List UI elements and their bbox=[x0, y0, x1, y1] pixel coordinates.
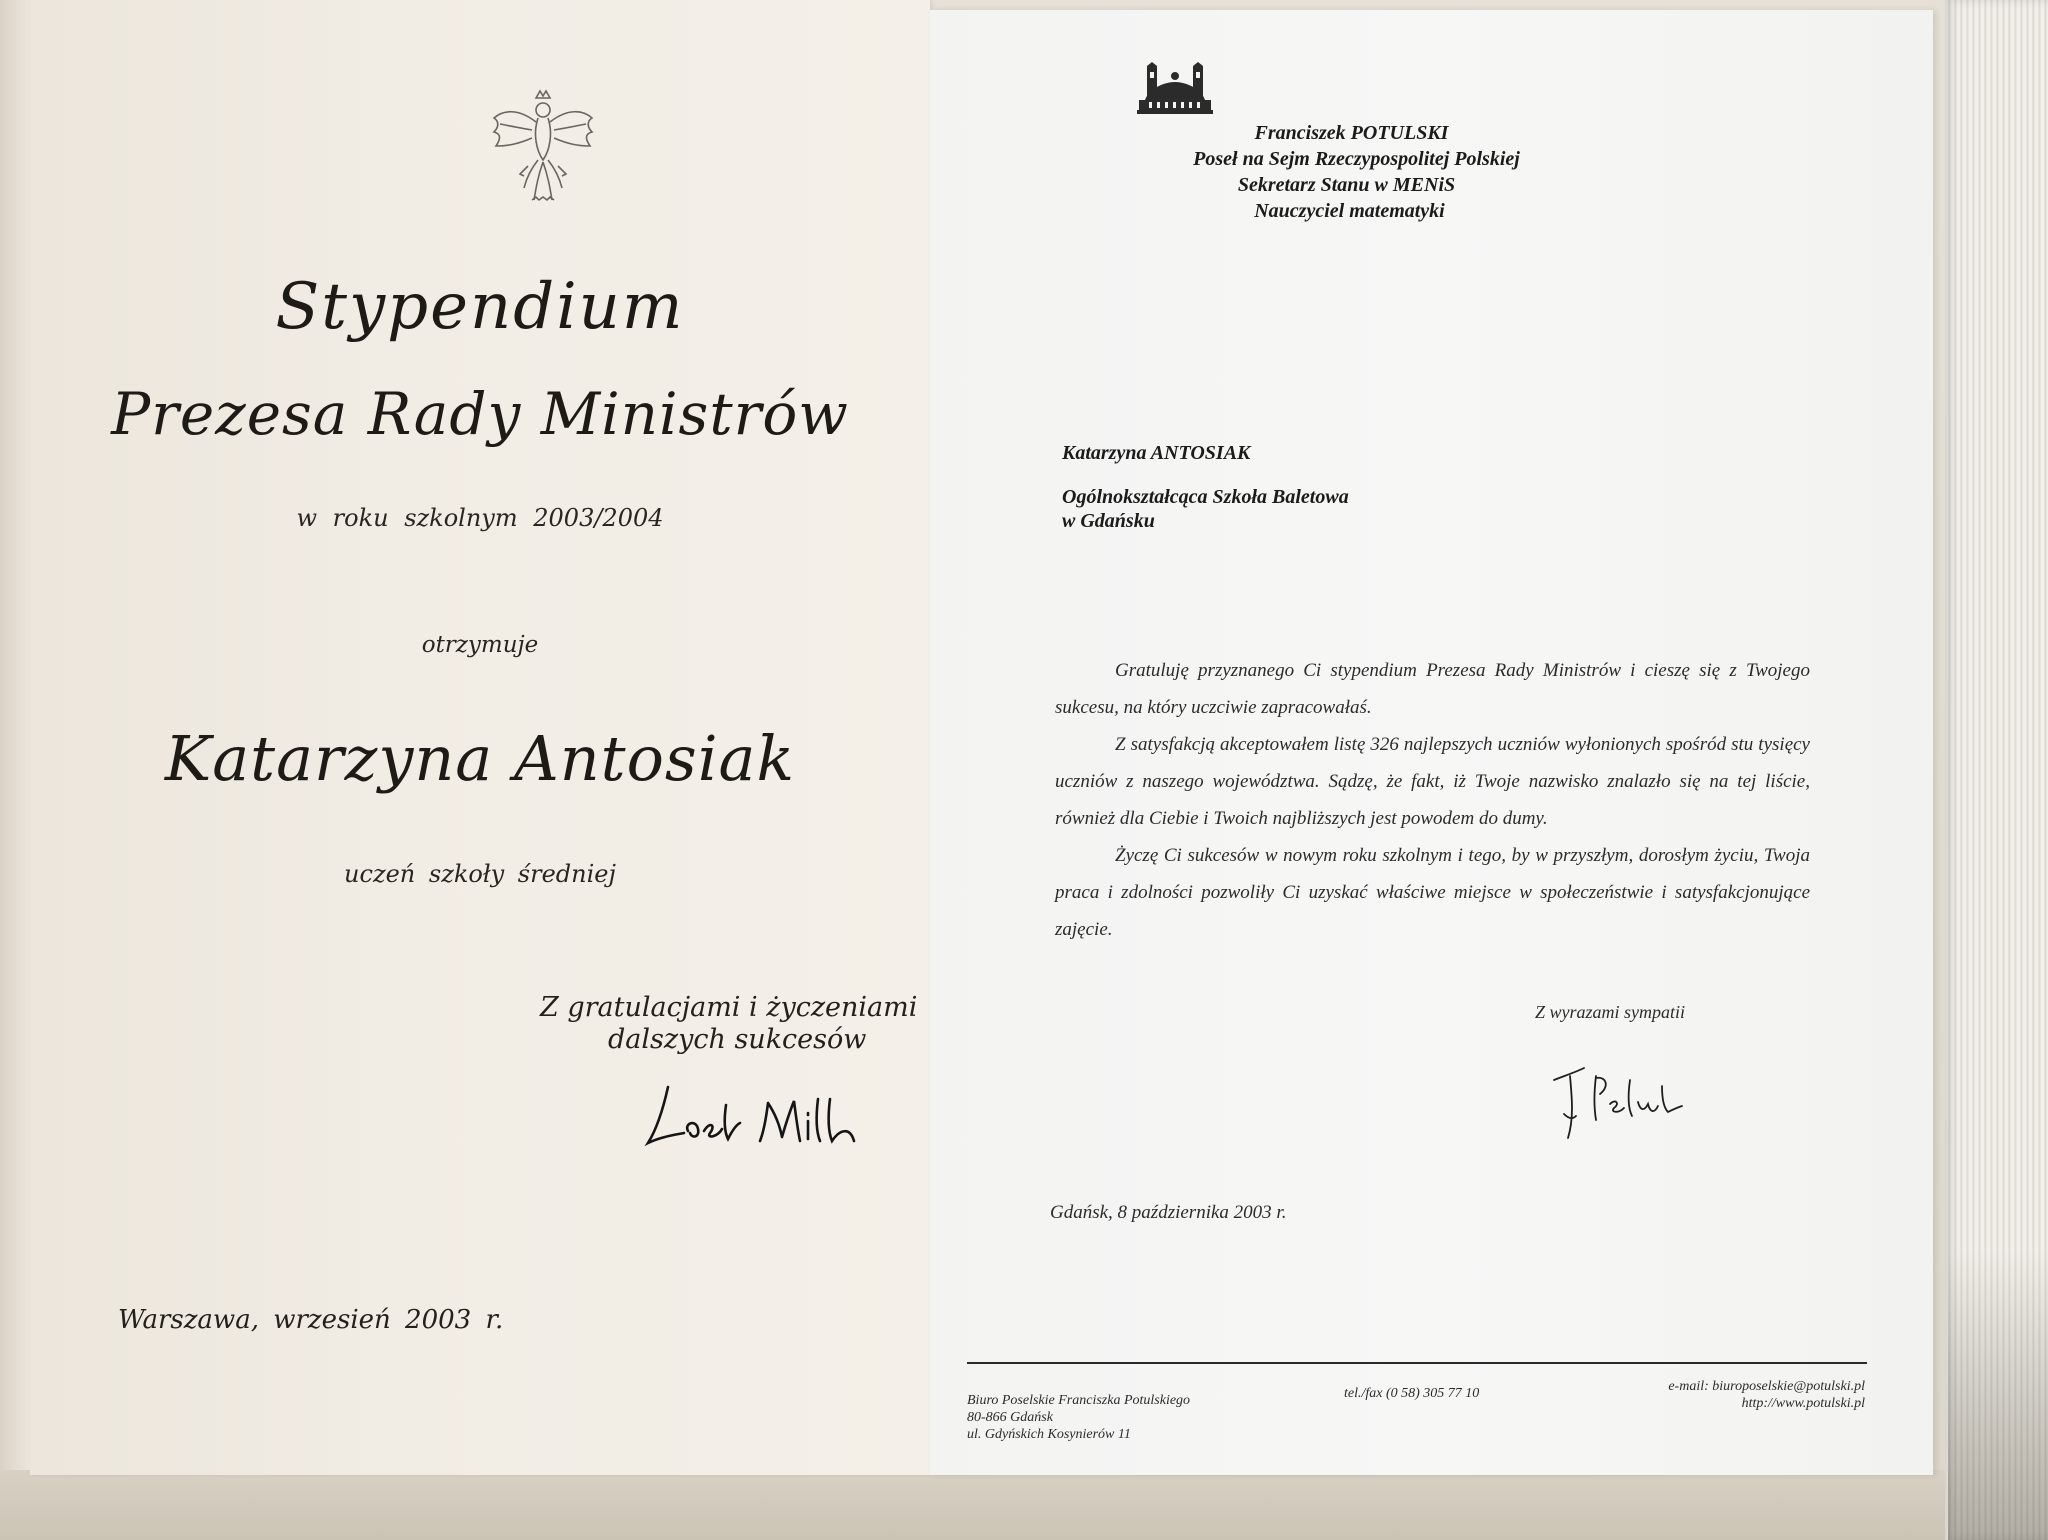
footer-email: e-mail: biuroposelskie@potulski.pl bbox=[1668, 1379, 1865, 1394]
letter-header-profession: Nauczyciel matematyki bbox=[1254, 200, 1445, 222]
scholarship-certificate bbox=[30, 0, 930, 1475]
album-left-edge bbox=[0, 0, 30, 1540]
certificate-subtitle: Prezesa Rady Ministrów bbox=[111, 380, 849, 448]
footer-divider bbox=[967, 1362, 1867, 1364]
certificate-school-year: w roku szkolnym 2003/2004 bbox=[296, 504, 664, 532]
letter-recipient-city: w Gdańsku bbox=[1062, 510, 1155, 532]
letter-paragraph: Życzę Ci sukcesów w nowym roku szkolnym i tego, by w przyszłym, dorosłym życiu, Twoja praca i zdolności pozwoliły Ci uzyskać właściwe miejsce w społeczeństwie i satysfakcjonujące zajęcie. bbox=[1055, 845, 1810, 940]
polish-eagle-icon bbox=[488, 88, 598, 206]
sejm-building-icon bbox=[1135, 62, 1215, 117]
letter-header-name: Franciszek POTULSKI bbox=[1254, 122, 1449, 144]
footer-website: http://www.potulski.pl bbox=[1741, 1396, 1865, 1411]
certificate-recipient-name: Katarzyna Antosiak bbox=[164, 722, 796, 795]
letter-body bbox=[1055, 652, 1810, 948]
letter-header-office: Sekretarz Stanu w MENiS bbox=[1237, 174, 1456, 196]
letter-signature bbox=[1550, 1058, 1690, 1148]
album-page-stack-shadow bbox=[1948, 1250, 2048, 1540]
letter-recipient-school: Ogólnokształcąca Szkoła Baletowa bbox=[1062, 486, 1349, 508]
footer-phone bbox=[1344, 1385, 1479, 1402]
letter-paragraph: Gratuluję przyznanego Ci stypendium Prezesa Rady Ministrów i cieszę się z Twojego sukcesu, na który uczciwie zapracowałaś. bbox=[1055, 660, 1810, 718]
letter-date: Gdańsk, 8 października 2003 r. bbox=[1050, 1202, 1287, 1223]
certificate-receives-label: otrzymuje bbox=[421, 632, 539, 658]
certificate-recipient-role: uczeń szkoły średniej bbox=[344, 860, 616, 888]
album-bottom-edge bbox=[0, 1470, 1960, 1540]
footer-contact bbox=[1635, 1378, 1865, 1412]
footer-postal-code: 80-866 Gdańsk bbox=[967, 1410, 1053, 1425]
letter-paragraph: Z satysfakcją akceptowałem listę 326 najlepszych uczniów wyłonionych spośród stu tysięcy uczniów z naszego województwa. Sądzę, że fakt, iż Twoje nazwisko znalazło się na tej liście, również dla Ciebie i Twoich najbliższych jest powodem do dumy. bbox=[1055, 734, 1810, 829]
certificate-title: Stypendium bbox=[275, 270, 685, 344]
certificate-place-date: Warszawa, wrzesień 2003 r. bbox=[118, 1305, 504, 1335]
certificate-congratulations-line1: Z gratulacjami i życzeniami bbox=[540, 992, 918, 1023]
certificate-congratulations-line2: dalszych sukcesów bbox=[608, 1024, 867, 1055]
footer-street: ul. Gdyńskich Kosynierów 11 bbox=[967, 1427, 1131, 1442]
congratulatory-letter bbox=[930, 10, 1933, 1475]
footer-phone-number: tel./fax (0 58) 305 77 10 bbox=[1344, 1386, 1480, 1401]
footer-office-name: Biuro Poselskie Franciszka Potulskiego bbox=[967, 1393, 1191, 1408]
letter-closing: Z wyrazami sympatii bbox=[1535, 1002, 1686, 1022]
letter-recipient-name: Katarzyna ANTOSIAK bbox=[1062, 442, 1251, 464]
certificate-signature bbox=[640, 1075, 870, 1155]
footer-address bbox=[967, 1392, 1190, 1443]
letter-header-position: Poseł na Sejm Rzeczypospolitej Polskiej bbox=[1193, 148, 1520, 170]
